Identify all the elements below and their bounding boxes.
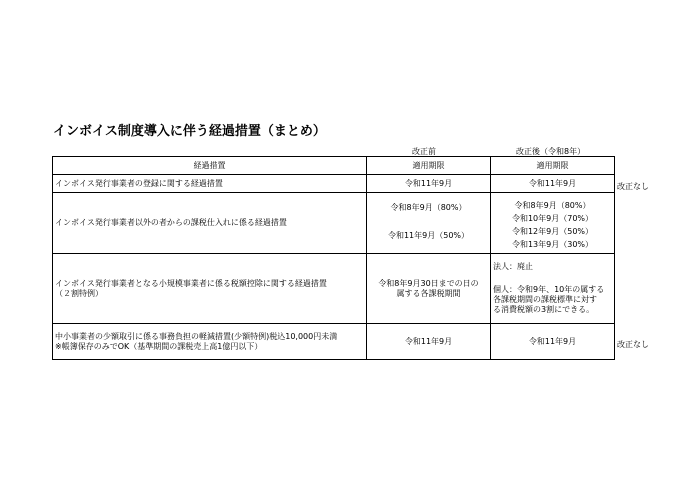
table-row (53, 324, 615, 360)
period-after-cell (491, 254, 615, 324)
period-before-cell (367, 193, 491, 254)
period-after-column-header: 適用期限 (491, 157, 615, 175)
measure-cell (53, 254, 367, 324)
period-before-cell: 令和11年9月 (367, 324, 491, 360)
period-after-cell (491, 193, 615, 254)
no-change-note: 改正なし (617, 182, 649, 191)
period-before-value: 令和11年9月（50%） (387, 231, 470, 240)
measure-cell (53, 324, 367, 360)
table-row (53, 254, 615, 324)
measure-subtext: ※帳簿保存のみでOK（基準期間の課税売上高1億円以下） (55, 341, 263, 351)
page-title: インボイス制度導入に伴う経過措置（まとめ） (53, 124, 326, 139)
period-before-cell: 令和11年9月 (367, 175, 491, 193)
period-after-cell: 令和11年9月 (491, 324, 615, 360)
period-before-text: 令和8年9月30日までの日の (378, 278, 479, 288)
period-before-value: 令和8年9月（80%） (390, 203, 467, 212)
period-after-value: 令和8年9月（80%） (514, 200, 591, 210)
measure-text: 中小事業者の少額取引に係る事務負担の軽減措置(少額特例)税込10,000円未満 (55, 331, 338, 341)
table-header-row (53, 157, 615, 175)
individual-note: 個人：令和9年、10年の属する (493, 285, 605, 294)
measure-subtext: （２割特例） (55, 288, 103, 298)
period-after-value: 令和10年9月（70%） (511, 213, 594, 223)
period-before-cell (367, 254, 491, 324)
period-before-text: 属する各課税期間 (396, 288, 461, 298)
period-after-value: 令和13年9月（30%） (511, 239, 594, 249)
measure-cell: インボイス発行事業者以外の者からの課税仕入れに係る経過措置 (53, 193, 367, 254)
measure-column-header: 経過措置 (53, 157, 367, 175)
individual-note: 各課税期間の課税標準に対す (493, 295, 597, 304)
corporate-note: 法人：廃止 (493, 262, 533, 271)
transitional-measures-table (52, 156, 615, 360)
header-after-revision: 改正後（令和8年） (516, 147, 586, 156)
period-after-cell: 令和11年9月 (491, 175, 615, 193)
table-row (53, 193, 615, 254)
table-row (53, 175, 615, 193)
header-before-revision: 改正前 (412, 147, 436, 156)
measure-cell: インボイス発行事業者の登録に関する経過措置 (53, 175, 367, 193)
individual-note: る消費税額の3割にできる。 (493, 305, 595, 314)
no-change-note: 改正なし (617, 340, 649, 349)
period-before-column-header: 適用期限 (367, 157, 491, 175)
measure-text: インボイス発行事業者となる小規模事業者に係る税額控除に関する経過措置 (55, 278, 327, 288)
period-after-value: 令和12年9月（50%） (511, 226, 594, 236)
